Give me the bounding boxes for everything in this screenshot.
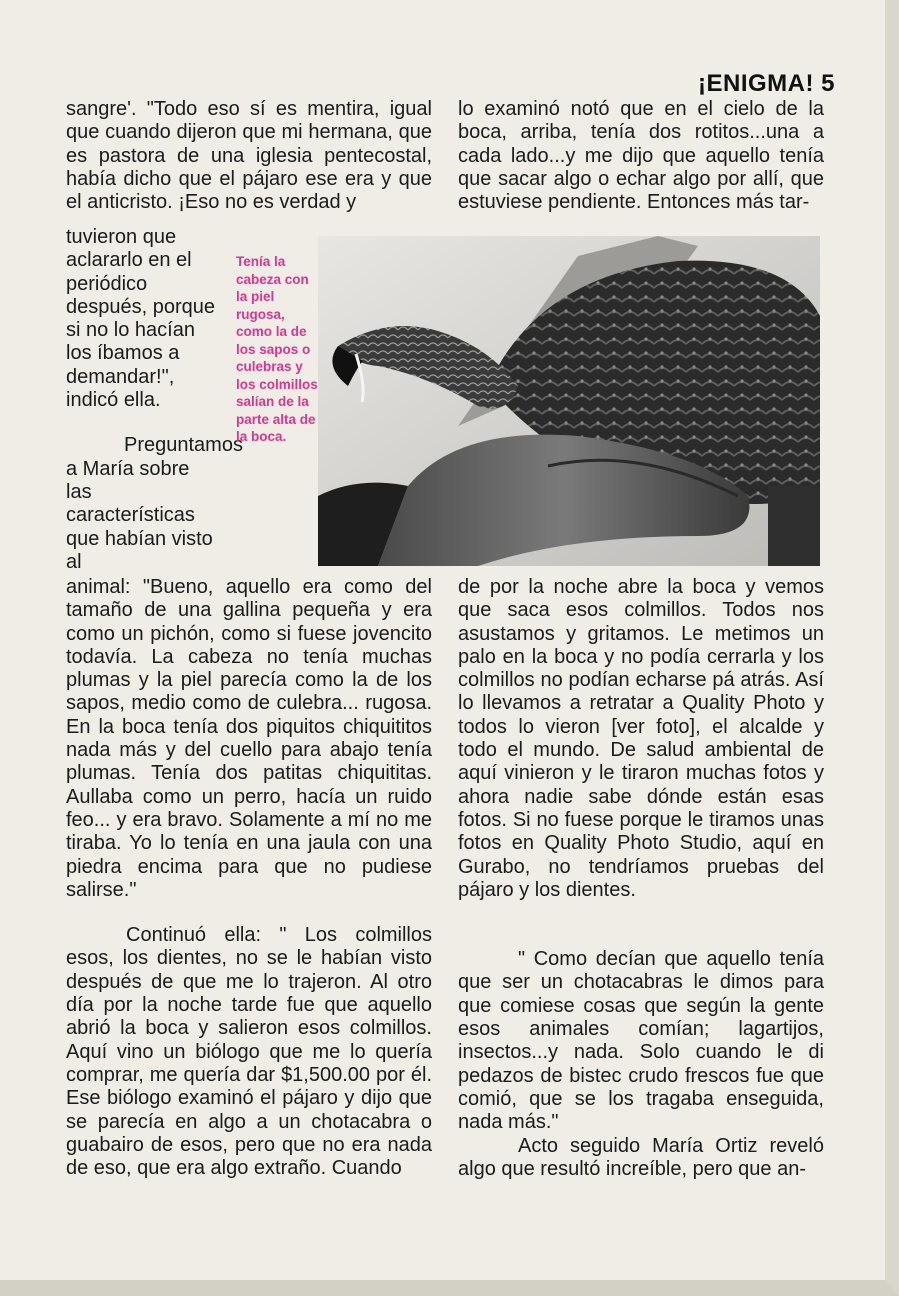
paragraph: animal: "Bueno, aquello era como del tamaño de una gallina pequeña y era como un pichón, como si fuese jovencito todavía. La cabeza no tenía muchas plumas y la piel parecía como la de los sapos, medio como de culebra... rugosa. En la boca tenía dos piquitos chiquititos nada más y del cuello para abajo tenía plumas. Tenía dos patitas chiquititas. Aullaba como un perro, hacía un ruido feo... y era bravo. Solamente a mí no me tiraba. Yo lo tenía en una jaula con una piedra encima para que no pudiese salirse." — [66, 576, 432, 901]
right-column-top — [458, 98, 824, 214]
paragraph: de por la noche abre la boca y vemos que saca esos colmillos. Todos nos asustamos y gritamos. Le metimos un palo en la boca y no podía cerrarla y los colmillos no podían echarse pá atrás. Así lo llevamos a retratar a Quality Photo y todos lo vieron [ver foto], el alcalde y todo el mundo. De salud ambiental de aquí vinieron y le tiraron muchas fotos y ahora nadie sabe dónde están esas fotos. Si no fuese porque le tiramos unas fotos en Quality Photo Studio, aquí en Gurabo, no tendríamos pruebas del pájaro y los dientes. — [458, 576, 824, 901]
paragraph: Continuó ella: " Los colmillos esos, los dientes, no se le habían visto después de que me lo trajeron. Al otro día por la noche tarde fue que aquello abrió la boca y salieron esos colmillos. Aquí vino un biólogo que me lo quería comprar, me quería dar $1,500.00 por él. Ese biólogo examinó el pájaro y dijo que se parecía en algo a un chotacabra o guabairo de esos, pero que no era nada de eso, que era algo extraño. Cuando — [66, 924, 432, 1180]
photo-caption: Tenía la cabeza con la piel rugosa, como la de los sapos o culebras y los colmillos salían de la parte alta de la boca. — [236, 254, 318, 444]
page-header: ¡ENIGMA! 5 — [698, 70, 835, 97]
paragraph: sangre'. "Todo eso sí es mentira, igual que cuando dijeron que mi hermana, que es pastora de una iglesia pentecostal, había dicho que el pájaro ese era y que el anticristo. ¡Eso no es verdad y — [66, 98, 432, 214]
left-column-narrow — [66, 226, 243, 574]
bird-photo — [318, 236, 820, 566]
paragraph: Acto seguido María Ortiz reveló algo que resultó increíble, pero que an- — [458, 1134, 824, 1180]
paragraph: lo examinó notó que en el cielo de la boca, arriba, tenía dos rotitos...una a cada lado...y me dijo que aquello tenía que sacar algo o echar algo por allí, que estuviese pendiente. Entonces más tar- — [458, 98, 824, 214]
left-column-bottom — [66, 576, 432, 1180]
paragraph: Preguntamos a María sobre las características que habían visto al — [66, 434, 243, 573]
right-column-bottom — [458, 576, 824, 1181]
paragraph: " Como decían que aquello tenía que ser un chotacabras le dimos para que comiese cosas que según la gente esos animales comían; lagartijos, insectos...y nada. Solo cuando le di pedazos de bistec crudo frescos fue que comió, que se los tragaba enseguida, nada más." — [458, 948, 824, 1134]
paragraph: tuvieron que aclararlo en el periódico después, porque si no lo hacían los íbamos a demandar!", indicó ella. — [66, 226, 216, 412]
left-column-top — [66, 98, 432, 214]
